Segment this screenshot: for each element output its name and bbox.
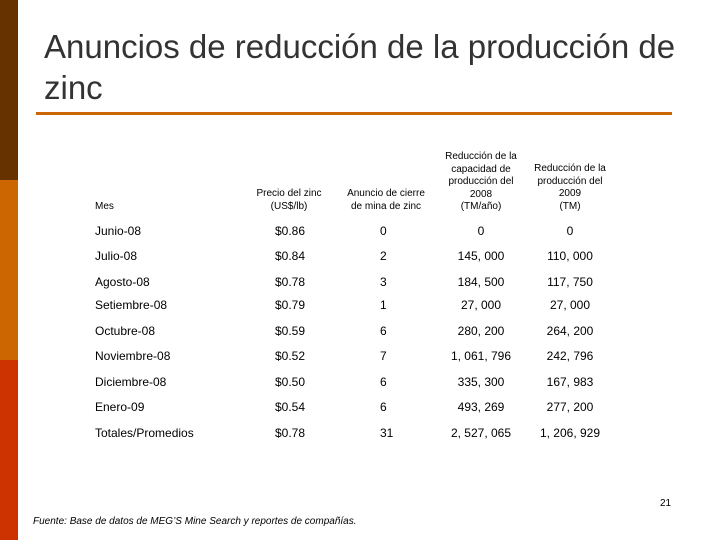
table-row bbox=[0, 275, 720, 299]
cell-precio: $0.59 bbox=[275, 324, 306, 338]
cell-reduccion: 167, 983 bbox=[546, 375, 594, 389]
cell-anuncio: 31 bbox=[380, 426, 394, 440]
cell-anuncio: 3 bbox=[380, 275, 387, 289]
header-capacidad-line: (TM/año) bbox=[460, 201, 502, 212]
header-reduccion-line: producción del bbox=[537, 175, 603, 187]
table-row-totals bbox=[0, 426, 720, 450]
header-anuncio-line: Anuncio de cierre bbox=[347, 188, 425, 199]
cell-capacidad: 0 bbox=[477, 224, 485, 238]
cell-capacidad: 335, 300 bbox=[457, 375, 505, 389]
cell-precio: $0.78 bbox=[275, 426, 306, 440]
cell-capacidad: 145, 000 bbox=[457, 249, 505, 263]
header-capacidad bbox=[436, 151, 526, 214]
header-precio-line: Precio del zinc bbox=[256, 188, 322, 199]
cell-mes: Julio-08 bbox=[95, 249, 138, 263]
cell-anuncio: 7 bbox=[380, 349, 387, 363]
page-number: 21 bbox=[660, 498, 672, 509]
header-mes: Mes bbox=[95, 201, 114, 212]
source-note: Fuente: Base de datos de MEG’S Mine Search y reportes de compañías. bbox=[33, 516, 357, 527]
table-row bbox=[0, 400, 720, 424]
header-capacidad-line: producción del bbox=[448, 176, 514, 187]
cell-mes: Setiembre-08 bbox=[95, 298, 168, 312]
cell-mes: Noviembre-08 bbox=[95, 349, 171, 363]
table-row bbox=[0, 324, 720, 348]
cell-precio: $0.78 bbox=[275, 275, 306, 289]
header-anuncio-line: de mina de zinc bbox=[350, 200, 422, 212]
cell-precio: $0.52 bbox=[275, 349, 306, 363]
cell-mes: Junio-08 bbox=[95, 224, 142, 238]
header-reduccion-line: (TM) bbox=[559, 200, 581, 212]
header-reduccion-line: Reducción de la bbox=[534, 163, 606, 174]
cell-capacidad: 280, 200 bbox=[457, 324, 505, 338]
header-precio bbox=[250, 188, 328, 213]
cell-anuncio: 0 bbox=[380, 224, 387, 238]
header-reduccion bbox=[530, 163, 610, 213]
cell-anuncio: 6 bbox=[380, 375, 387, 389]
cell-capacidad: 184, 500 bbox=[457, 275, 505, 289]
accent-bar-top bbox=[0, 0, 18, 180]
cell-anuncio: 6 bbox=[380, 324, 387, 338]
cell-mes: Enero-09 bbox=[95, 400, 145, 414]
cell-mes: Totales/Promedios bbox=[95, 426, 194, 440]
header-precio-line: (US$/lb) bbox=[270, 200, 308, 212]
cell-precio: $0.86 bbox=[275, 224, 306, 238]
cell-precio: $0.79 bbox=[275, 298, 306, 312]
header-capacidad-line: Reducción de la bbox=[445, 151, 517, 162]
cell-reduccion: 117, 750 bbox=[547, 275, 593, 289]
cell-anuncio: 2 bbox=[380, 249, 387, 263]
cell-precio: $0.84 bbox=[275, 249, 306, 263]
cell-anuncio: 1 bbox=[380, 298, 387, 312]
cell-reduccion: 0 bbox=[566, 224, 574, 238]
table-row bbox=[0, 298, 720, 322]
cell-mes: Octubre-08 bbox=[95, 324, 156, 338]
title-divider bbox=[36, 112, 672, 115]
table-row bbox=[0, 224, 720, 248]
header-reduccion-line: 2009 bbox=[558, 188, 582, 199]
cell-precio: $0.54 bbox=[275, 400, 306, 414]
table-row bbox=[0, 249, 720, 273]
slide-title: Anuncios de reducción de la producción de zinc bbox=[44, 28, 676, 106]
cell-reduccion: 277, 200 bbox=[546, 400, 594, 414]
cell-mes: Agosto-08 bbox=[95, 275, 150, 289]
header-capacidad-line: 2008 bbox=[469, 188, 493, 200]
header-capacidad-line: capacidad de bbox=[451, 163, 511, 175]
cell-anuncio: 6 bbox=[380, 400, 387, 414]
cell-reduccion: 264, 200 bbox=[546, 324, 594, 338]
cell-reduccion: 242, 796 bbox=[546, 349, 594, 363]
cell-capacidad: 493, 269 bbox=[457, 400, 505, 414]
cell-reduccion: 27, 000 bbox=[549, 298, 591, 312]
cell-capacidad: 27, 000 bbox=[460, 298, 502, 312]
cell-reduccion: 1, 206, 929 bbox=[539, 426, 601, 440]
cell-capacidad: 1, 061, 796 bbox=[450, 349, 512, 363]
table-row bbox=[0, 375, 720, 399]
cell-reduccion: 110, 000 bbox=[547, 249, 593, 263]
header-anuncio bbox=[338, 188, 434, 213]
table-row bbox=[0, 349, 720, 373]
cell-mes: Diciembre-08 bbox=[95, 375, 167, 389]
cell-precio: $0.50 bbox=[275, 375, 306, 389]
cell-capacidad: 2, 527, 065 bbox=[450, 426, 512, 440]
